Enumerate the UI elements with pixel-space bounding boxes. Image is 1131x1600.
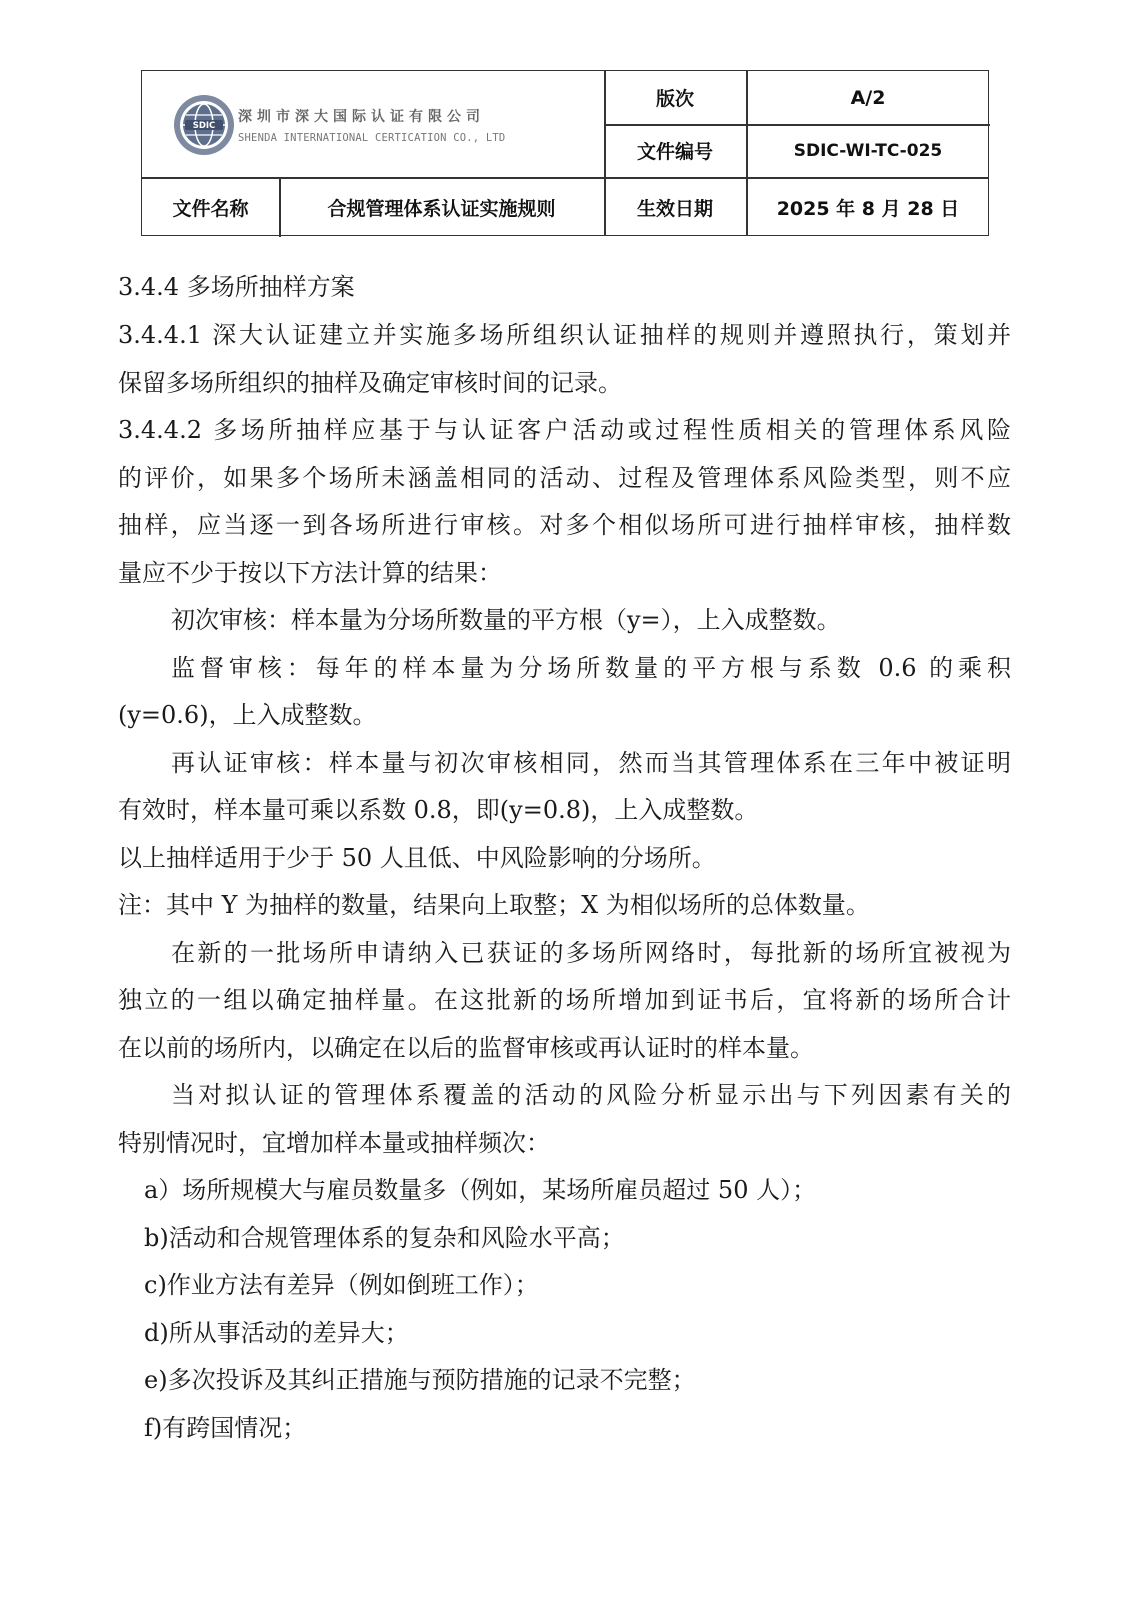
paragraph-text: 3.4.4.1 深大认证建立并实施多场所组织认证抽样的规则并遵照执行，策划并 — [118, 321, 1011, 349]
note-text: 注：其中 Y 为抽样的数量，结果向上取整；X 为相似场所的总体数量。 — [118, 891, 870, 919]
list-item: d)所从事活动的差异大； — [144, 1319, 409, 1347]
list-item: b)活动和合规管理体系的复杂和风险水平高； — [144, 1224, 625, 1252]
effective-date-label: 生效日期 — [636, 197, 713, 220]
paragraph-text: 再认证审核：样本量与初次审核相同，然而当其管理体系在三年中被证明 — [171, 749, 1011, 777]
doc-number-value: SDIC-WI-TC-025 — [793, 140, 943, 161]
paragraph-text: 当对拟认证的管理体系覆盖的活动的风险分析显示出与下列因素有关的 — [171, 1081, 1011, 1109]
version-label: 版次 — [655, 88, 694, 110]
paragraph-line — [118, 406, 1011, 454]
company-name-en: SHENDA INTERNATIONAL CERTICATION CO., LTD — [238, 132, 506, 144]
doc-name-value: 合规管理体系认证实施规则 — [327, 197, 556, 220]
list-item: e)多次投诉及其纠正措施与预防措施的记录不完整； — [144, 1366, 696, 1394]
paragraph-line — [118, 976, 1011, 1024]
paragraph-line — [118, 311, 1011, 359]
paragraph-line — [118, 501, 1011, 549]
paragraph-text: 在新的一批场所申请纳入已获证的多场所网络时，每批新的场所宜被视为 — [171, 939, 1011, 967]
doc-number-label: 文件编号 — [636, 141, 713, 163]
list-item: a）场所规模大与雇员数量多（例如，某场所雇员超过 50 人）； — [144, 1176, 817, 1204]
paragraph-line: 保留多场所组织的抽样及确定审核时间的记录。 — [118, 369, 622, 397]
logo-text: SDIC — [192, 121, 216, 131]
paragraph-line — [118, 454, 1011, 502]
company-name-cn: 深圳市深大国际认证有限公司 — [238, 109, 485, 125]
paragraph-text: 的评价，如果多个场所未涵盖相同的活动、过程及管理体系风险类型，则不应 — [118, 464, 1011, 492]
paragraph-line: 特别情况时，宜增加样本量或抽样频次： — [118, 1129, 550, 1157]
effective-date-value: 2025 年 8 月 28 日 — [776, 197, 960, 220]
paragraph-line — [171, 1071, 1011, 1119]
document-header-table — [141, 70, 989, 236]
list-item: c)作业方法有差异（例如倒班工作）； — [144, 1271, 539, 1299]
list-item: f)有跨国情况； — [144, 1414, 307, 1442]
paragraph-text: 抽样，应当逐一到各场所进行审核。对多个相似场所可进行抽样审核，抽样数 — [118, 511, 1011, 539]
company-logo — [172, 93, 505, 157]
version-value: A/2 — [850, 86, 886, 109]
paragraph-text: 独立的一组以确定抽样量。在这批新的场所增加到证书后，宜将新的场所合计 — [118, 986, 1011, 1014]
paragraph-line: 有效时，样本量可乘以系数 0.8，即(y=0.8)，上入成整数。 — [118, 796, 759, 824]
section-title: 3.4.4 多场所抽样方案 — [118, 273, 355, 301]
recertification-audit-line — [171, 739, 1011, 787]
paragraph-text: 监督审核：每年的样本量为分场所数量的平方根与系数 0.6 的乘积 — [171, 654, 1011, 682]
initial-audit-text: 初次审核：样本量为分场所数量的平方根（y=），上入成整数。 — [171, 606, 841, 634]
globe-logo-icon — [172, 93, 236, 157]
paragraph-line: (y=0.6)，上入成整数。 — [118, 701, 377, 729]
paragraph-text: 3.4.4.2 多场所抽样应基于与认证客户活动或过程性质相关的管理体系风险 — [118, 416, 1011, 444]
paragraph-line: 在以前的场所内，以确定在以后的监督审核或再认证时的样本量。 — [118, 1034, 814, 1062]
paragraph-line — [171, 929, 1011, 977]
paragraph-line: 量应不少于按以下方法计算的结果： — [118, 559, 502, 587]
doc-name-label: 文件名称 — [172, 197, 249, 220]
applicability-text: 以上抽样适用于少于 50 人且低、中风险影响的分场所。 — [118, 844, 716, 872]
surveillance-audit-line — [171, 644, 1011, 692]
